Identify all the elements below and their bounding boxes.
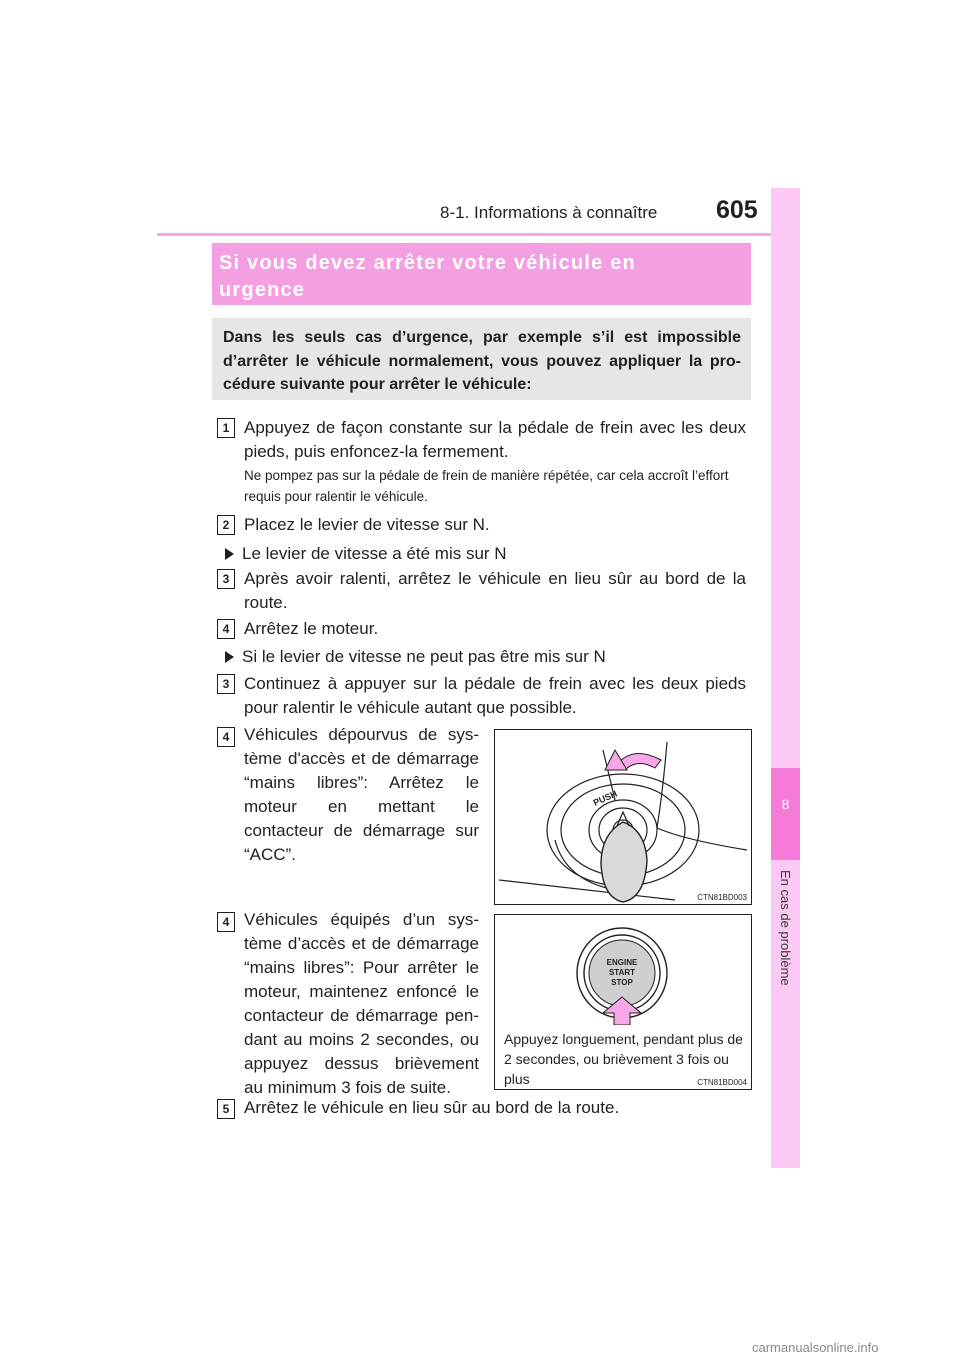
ignition-key-illustration	[495, 730, 751, 904]
condition-line	[225, 542, 507, 566]
step-badge: 4	[217, 912, 235, 932]
step-badge: 3	[217, 674, 235, 694]
button-line-2: START	[608, 968, 636, 977]
step-text: Véhicules dépourvus de sys-tème d'accès et de démarrage “mains libres”: Arrêtez le moteur en mettant le contacteur de démarrage sur “ACC”.	[244, 725, 479, 864]
chapter-label-text: En cas de problème	[778, 870, 793, 986]
step-text: Continuez à appuyer sur la pédale de frein avec les deux pieds pour ralentir le véhicule autant que possible.	[244, 674, 746, 717]
chapter-number: 8	[781, 796, 790, 812]
intro-text: Dans les seuls cas d’urgence, par exemple s’il est impossible d’arrêter le véhicule normalement, vous pouvez appliquer la pro-cédure suivante pour arrêter le véhicule:	[223, 329, 741, 393]
engine-start-button-illustration	[495, 915, 751, 1025]
watermark: carmanualsonline.info	[752, 1340, 879, 1355]
step-badge: 4	[217, 619, 235, 639]
page-title: Si vous devez arrêter votre véhicule en urgence	[219, 252, 636, 301]
page-number: 605	[716, 196, 758, 224]
step-badge: 4	[217, 727, 235, 747]
step-text: Après avoir ralenti, arrêtez le véhicule en lieu sûr au bord de la route.	[244, 569, 746, 612]
header-rule	[157, 233, 800, 236]
section-title: 8-1. Informations à connaître	[440, 203, 658, 222]
push-label: PUSH	[591, 788, 619, 808]
step-text: Arrêtez le véhicule en lieu sûr au bord de la route.	[244, 1098, 620, 1117]
step-badge: 3	[217, 569, 235, 589]
chapter-side-tab	[771, 188, 800, 1168]
ignition-key-figure	[494, 729, 752, 905]
intro-box	[212, 318, 751, 400]
condition-text: Le levier de vitesse a été mis sur N	[242, 544, 507, 563]
triangle-bullet-icon	[225, 651, 234, 663]
button-line-3: STOP	[611, 978, 633, 987]
title-bar	[212, 243, 751, 305]
condition-line	[225, 645, 606, 669]
chapter-number-box	[771, 768, 800, 860]
step-text: Placez le levier de vitesse sur N.	[244, 515, 490, 534]
start-button-figure	[494, 914, 752, 1090]
step-note: Ne pompez pas sur la pédale de frein de manière répétée, car cela accroît l’effort requis pour ralentir le véhicule.	[244, 468, 729, 504]
triangle-bullet-icon	[225, 548, 234, 560]
figure-code: CTN81BD004	[697, 1078, 747, 1087]
step-text: Véhicules équipés d’un sys-tème d’accès et de démarrage “mains libres”: Pour arrêter le moteur, maintenez enfoncé le contacteur de démarrage pen-dant au moins 2 secondes, ou appuyez dessus brièvement au minimum 3 fois de suite.	[244, 910, 479, 1097]
step-text: Arrêtez le moteur.	[244, 619, 379, 638]
button-line-1: ENGINE	[606, 958, 638, 967]
step-text: Appuyez de façon constante sur la pédale de frein avec les deux pieds, puis enfoncez-la fermement.	[244, 418, 746, 461]
step-badge: 1	[217, 418, 235, 438]
figure-caption: Appuyez longuement, pendant plus de 2 secondes, ou brièvement 3 fois ou plus	[504, 1031, 743, 1087]
step-badge: 2	[217, 515, 235, 535]
chapter-label	[775, 870, 795, 1010]
condition-text: Si le levier de vitesse ne peut pas être mis sur N	[242, 647, 606, 666]
figure-code: CTN81BD003	[697, 893, 747, 902]
step-badge: 5	[217, 1099, 235, 1119]
